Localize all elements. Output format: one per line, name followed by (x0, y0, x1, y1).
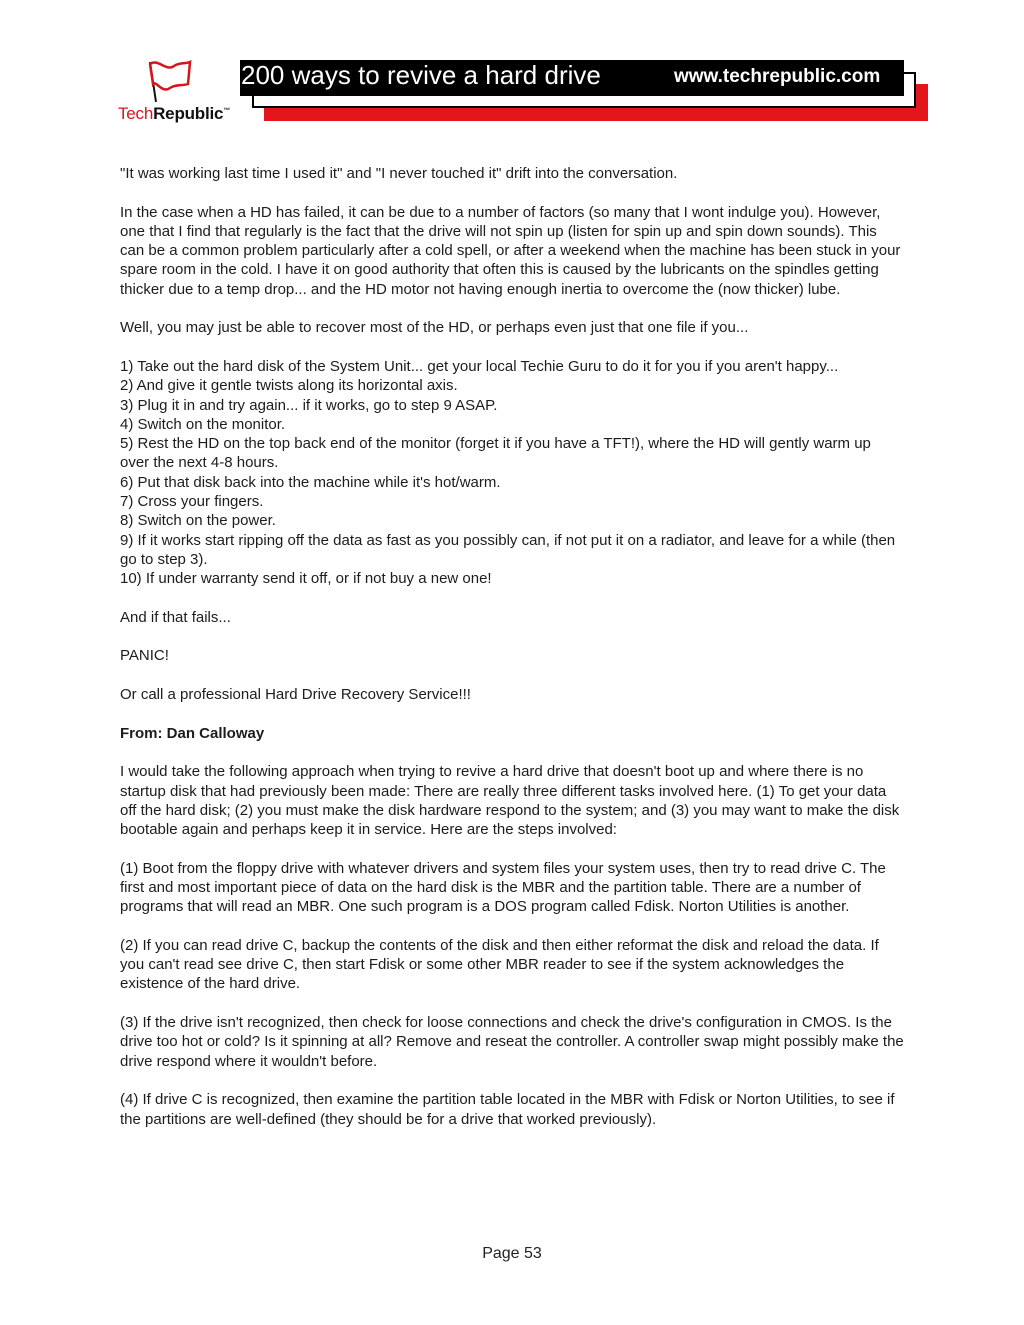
list-item: 5) Rest the HD on the top back end of the monitor (forget it if you have a TFT!), where the HD will gently warm up over the next 4-8 hours. (120, 435, 871, 472)
list-item: 2) And give it gentle twists along its horizontal axis. (120, 377, 458, 395)
author-heading: From: Dan Calloway (120, 724, 265, 742)
paragraph: (3) If the drive isn't recognized, then check for loose connections and check the drive's configuration in CMOS. Is the drive too hot or cold? Is it spinning at all? Remove and reseat the controller. A controller swap might possibly make the drive respond where it wouldn't before. (120, 1014, 904, 1070)
page-title: 200 ways to revive a hard drive (241, 60, 601, 90)
list-item: 7) Cross your fingers. (120, 493, 264, 511)
paragraph: (4) If drive C is recognized, then examine the partition table located in the MBR with Fdisk or Norton Utilities, to see if the partitions are well-defined (they should be for a drive that worked previously). (120, 1091, 895, 1128)
list-item: 1) Take out the hard disk of the System Unit... get your local Techie Guru to do it for you if you aren't happy... (120, 357, 839, 375)
list-item: 8) Switch on the power. (120, 512, 276, 530)
list-item: 9) If it works start ripping off the data as fast as you possibly can, if not put it on a radiator, and leave for a while (then go to step 3). (120, 531, 896, 568)
steps-list (120, 357, 904, 589)
list-item: 4) Switch on the monitor. (120, 415, 286, 433)
paragraph: PANIC! (120, 647, 169, 665)
paragraph: And if that fails... (120, 608, 231, 626)
paragraph: (2) If you can read drive C, backup the contents of the disk and then either reformat the disk and reload the data. If you can't read see drive C, then start Fdisk or some other MBR reader to see if the system acknowledges the existence of the hard drive. (120, 936, 879, 993)
logo-wordmark: TechRepublic™ (118, 104, 231, 123)
flag-icon (144, 58, 194, 104)
paragraph: In the case when a HD has failed, it can be due to a number of factors (so many that I wont indulge you). However, one that I find that regularly is the fact that the drive will not spin up (listen for spin up and spin down sounds). This can be a common problem particularly after a cold spell, or after a weekend when the machine has been stuck in your spare room in the cold. I have it on good authority that often this is caused by the lubricants on the spindles getting thicker due to a temp drop... and the HD motor not having enough inertia to overcome the (now thicker) lube. (120, 203, 901, 298)
site-url: www.techrepublic.com (674, 66, 881, 87)
page-number: Page 53 (482, 1245, 542, 1262)
paragraph: Well, you may just be able to recover most of the HD, or perhaps even just that one file if you... (120, 319, 749, 337)
paragraph: (1) Boot from the floppy drive with whatever drivers and system files your system uses, then try to read drive C. The first and most important piece of data on the hard disk is the MBR and the partition table. There are a number of programs that will read an MBR. One such program is a DOS program called Fdisk. Norton Utilities is another. (120, 859, 886, 916)
list-item: 3) Plug it in and try again... if it works, go to step 9 ASAP. (120, 396, 498, 414)
paragraph: I would take the following approach when trying to revive a hard drive that doesn't boot up and where there is no startup disk that had previously been made: There are really three different tasks involved here. (1) To get your data off the hard disk; (2) you must make the disk hardware respond to the system; and (3) you may want to make the disk bootable again and perhaps keep it in service. Here are the steps involved: (120, 763, 900, 839)
techrepublic-logo (116, 58, 236, 124)
list-item: 6) Put that disk back into the machine while it's hot/warm. (120, 473, 501, 491)
paragraph: "It was working last time I used it" and "I never touched it" drift into the conversation. (120, 165, 678, 182)
list-item: 10) If under warranty send it off, or if not buy a new one! (120, 570, 492, 588)
document-body (120, 164, 904, 1148)
paragraph: Or call a professional Hard Drive Recovery Service!!! (120, 686, 471, 704)
